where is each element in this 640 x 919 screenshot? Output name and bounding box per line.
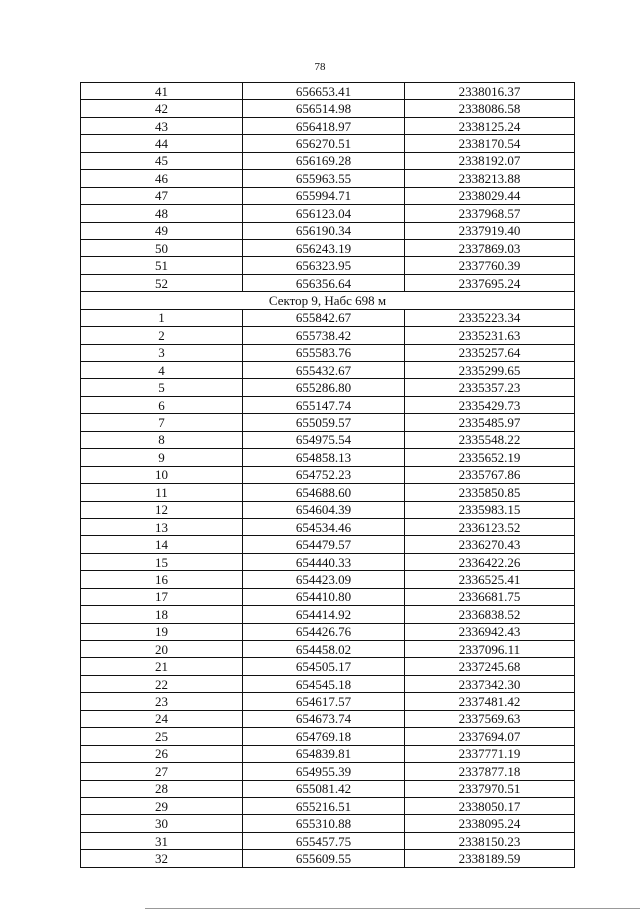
x-coordinate-cell: 654426.76 <box>243 623 405 640</box>
table-row <box>81 431 575 448</box>
rows-after-group <box>81 309 575 867</box>
point-number-cell: 14 <box>81 536 243 553</box>
point-number-cell: 13 <box>81 518 243 535</box>
y-coordinate-cell: 2338029.44 <box>405 187 575 204</box>
x-coordinate-cell: 656123.04 <box>243 205 405 222</box>
table-row <box>81 257 575 274</box>
point-number-cell: 19 <box>81 623 243 640</box>
point-number-cell: 3 <box>81 344 243 361</box>
y-coordinate-cell: 2338095.24 <box>405 815 575 832</box>
x-coordinate-cell: 655216.51 <box>243 797 405 814</box>
point-number-cell: 22 <box>81 675 243 692</box>
point-number-cell: 7 <box>81 414 243 431</box>
x-coordinate-cell: 655738.42 <box>243 327 405 344</box>
x-coordinate-cell: 654617.57 <box>243 693 405 710</box>
table-row <box>81 379 575 396</box>
x-coordinate-cell: 654955.39 <box>243 763 405 780</box>
x-coordinate-cell: 654440.33 <box>243 553 405 570</box>
y-coordinate-cell: 2336422.26 <box>405 553 575 570</box>
y-coordinate-cell: 2338170.54 <box>405 135 575 152</box>
point-number-cell: 30 <box>81 815 243 832</box>
x-coordinate-cell: 654673.74 <box>243 710 405 727</box>
table-row <box>81 606 575 623</box>
point-number-cell: 27 <box>81 763 243 780</box>
table-row <box>81 484 575 501</box>
table-row <box>81 362 575 379</box>
x-coordinate-cell: 654410.80 <box>243 588 405 605</box>
x-coordinate-cell: 656323.95 <box>243 257 405 274</box>
point-number-cell: 45 <box>81 152 243 169</box>
table-row <box>81 170 575 187</box>
table-row <box>81 693 575 710</box>
y-coordinate-cell: 2337245.68 <box>405 658 575 675</box>
point-number-cell: 2 <box>81 327 243 344</box>
y-coordinate-cell: 2336681.75 <box>405 588 575 605</box>
table-row <box>81 780 575 797</box>
section-heading-row <box>81 292 575 309</box>
y-coordinate-cell: 2335223.34 <box>405 309 575 326</box>
x-coordinate-cell: 655432.67 <box>243 362 405 379</box>
point-number-cell: 17 <box>81 588 243 605</box>
x-coordinate-cell: 654534.46 <box>243 518 405 535</box>
y-coordinate-cell: 2337869.03 <box>405 239 575 256</box>
x-coordinate-cell: 656514.98 <box>243 100 405 117</box>
table-row <box>81 117 575 134</box>
table-row <box>81 728 575 745</box>
y-coordinate-cell: 2338125.24 <box>405 117 575 134</box>
x-coordinate-cell: 656243.19 <box>243 239 405 256</box>
y-coordinate-cell: 2337877.18 <box>405 763 575 780</box>
table-row <box>81 239 575 256</box>
x-coordinate-cell: 655994.71 <box>243 187 405 204</box>
x-coordinate-cell: 655286.80 <box>243 379 405 396</box>
x-coordinate-cell: 655583.76 <box>243 344 405 361</box>
x-coordinate-cell: 656356.64 <box>243 274 405 291</box>
coordinates-table <box>80 82 575 868</box>
y-coordinate-cell: 2337342.30 <box>405 675 575 692</box>
y-coordinate-cell: 2337968.57 <box>405 205 575 222</box>
point-number-cell: 20 <box>81 641 243 658</box>
table-row <box>81 344 575 361</box>
table-row <box>81 536 575 553</box>
table-row <box>81 449 575 466</box>
table-row <box>81 675 575 692</box>
y-coordinate-cell: 2337760.39 <box>405 257 575 274</box>
y-coordinate-cell: 2335548.22 <box>405 431 575 448</box>
y-coordinate-cell: 2335767.86 <box>405 466 575 483</box>
section-group <box>81 292 575 309</box>
x-coordinate-cell: 655310.88 <box>243 815 405 832</box>
point-number-cell: 46 <box>81 170 243 187</box>
x-coordinate-cell: 655963.55 <box>243 170 405 187</box>
x-coordinate-cell: 654545.18 <box>243 675 405 692</box>
point-number-cell: 23 <box>81 693 243 710</box>
table-row <box>81 327 575 344</box>
x-coordinate-cell: 654688.60 <box>243 484 405 501</box>
x-coordinate-cell: 654604.39 <box>243 501 405 518</box>
point-number-cell: 47 <box>81 187 243 204</box>
rows-before-group <box>81 83 575 292</box>
y-coordinate-cell: 2336123.52 <box>405 518 575 535</box>
point-number-cell: 50 <box>81 239 243 256</box>
x-coordinate-cell: 656653.41 <box>243 83 405 100</box>
y-coordinate-cell: 2336525.41 <box>405 571 575 588</box>
y-coordinate-cell: 2337771.19 <box>405 745 575 762</box>
x-coordinate-cell: 656190.34 <box>243 222 405 239</box>
table-row <box>81 797 575 814</box>
x-coordinate-cell: 654505.17 <box>243 658 405 675</box>
point-number-cell: 51 <box>81 257 243 274</box>
table-row <box>81 658 575 675</box>
x-coordinate-cell: 654839.81 <box>243 745 405 762</box>
point-number-cell: 18 <box>81 606 243 623</box>
table-row <box>81 815 575 832</box>
x-coordinate-cell: 654423.09 <box>243 571 405 588</box>
point-number-cell: 8 <box>81 431 243 448</box>
x-coordinate-cell: 655059.57 <box>243 414 405 431</box>
point-number-cell: 16 <box>81 571 243 588</box>
point-number-cell: 9 <box>81 449 243 466</box>
table-row <box>81 501 575 518</box>
y-coordinate-cell: 2338086.58 <box>405 100 575 117</box>
y-coordinate-cell: 2338213.88 <box>405 170 575 187</box>
x-coordinate-cell: 656169.28 <box>243 152 405 169</box>
y-coordinate-cell: 2338189.59 <box>405 850 575 867</box>
table-row <box>81 309 575 326</box>
point-number-cell: 26 <box>81 745 243 762</box>
point-number-cell: 48 <box>81 205 243 222</box>
x-coordinate-cell: 654975.54 <box>243 431 405 448</box>
point-number-cell: 6 <box>81 396 243 413</box>
table-row <box>81 100 575 117</box>
y-coordinate-cell: 2337096.11 <box>405 641 575 658</box>
x-coordinate-cell: 656418.97 <box>243 117 405 134</box>
point-number-cell: 25 <box>81 728 243 745</box>
table-row <box>81 745 575 762</box>
point-number-cell: 10 <box>81 466 243 483</box>
y-coordinate-cell: 2336270.43 <box>405 536 575 553</box>
y-coordinate-cell: 2337695.24 <box>405 274 575 291</box>
section-heading: Сектор 9, Набс 698 м <box>81 292 575 309</box>
point-number-cell: 24 <box>81 710 243 727</box>
y-coordinate-cell: 2335652.19 <box>405 449 575 466</box>
table-row <box>81 710 575 727</box>
table-row <box>81 222 575 239</box>
table-row <box>81 518 575 535</box>
x-coordinate-cell: 654769.18 <box>243 728 405 745</box>
table-row <box>81 274 575 291</box>
y-coordinate-cell: 2338192.07 <box>405 152 575 169</box>
point-number-cell: 21 <box>81 658 243 675</box>
page-number: 78 <box>314 61 326 73</box>
x-coordinate-cell: 654752.23 <box>243 466 405 483</box>
table-row <box>81 850 575 867</box>
y-coordinate-cell: 2335299.65 <box>405 362 575 379</box>
table-row <box>81 205 575 222</box>
x-coordinate-cell: 654858.13 <box>243 449 405 466</box>
y-coordinate-cell: 2338050.17 <box>405 797 575 814</box>
table-row <box>81 641 575 658</box>
x-coordinate-cell: 654458.02 <box>243 641 405 658</box>
x-coordinate-cell: 654414.92 <box>243 606 405 623</box>
table-row <box>81 832 575 849</box>
y-coordinate-cell: 2335429.73 <box>405 396 575 413</box>
point-number-cell: 31 <box>81 832 243 849</box>
y-coordinate-cell: 2335231.63 <box>405 327 575 344</box>
y-coordinate-cell: 2335357.23 <box>405 379 575 396</box>
y-coordinate-cell: 2335257.64 <box>405 344 575 361</box>
table-row <box>81 152 575 169</box>
point-number-cell: 11 <box>81 484 243 501</box>
point-number-cell: 28 <box>81 780 243 797</box>
point-number-cell: 32 <box>81 850 243 867</box>
point-number-cell: 29 <box>81 797 243 814</box>
y-coordinate-cell: 2337970.51 <box>405 780 575 797</box>
y-coordinate-cell: 2336838.52 <box>405 606 575 623</box>
y-coordinate-cell: 2335850.85 <box>405 484 575 501</box>
point-number-cell: 44 <box>81 135 243 152</box>
table-row <box>81 466 575 483</box>
table-row <box>81 763 575 780</box>
point-number-cell: 12 <box>81 501 243 518</box>
y-coordinate-cell: 2335485.97 <box>405 414 575 431</box>
x-coordinate-cell: 655609.55 <box>243 850 405 867</box>
x-coordinate-cell: 655842.67 <box>243 309 405 326</box>
table-row <box>81 571 575 588</box>
y-coordinate-cell: 2337919.40 <box>405 222 575 239</box>
x-coordinate-cell: 655457.75 <box>243 832 405 849</box>
table-row <box>81 588 575 605</box>
table-row <box>81 553 575 570</box>
point-number-cell: 42 <box>81 100 243 117</box>
point-number-cell: 41 <box>81 83 243 100</box>
y-coordinate-cell: 2335983.15 <box>405 501 575 518</box>
table-row <box>81 187 575 204</box>
point-number-cell: 43 <box>81 117 243 134</box>
point-number-cell: 4 <box>81 362 243 379</box>
point-number-cell: 15 <box>81 553 243 570</box>
scan-edge-line <box>145 908 640 909</box>
x-coordinate-cell: 654479.57 <box>243 536 405 553</box>
table-row <box>81 396 575 413</box>
point-number-cell: 49 <box>81 222 243 239</box>
y-coordinate-cell: 2337481.42 <box>405 693 575 710</box>
y-coordinate-cell: 2337569.63 <box>405 710 575 727</box>
y-coordinate-cell: 2336942.43 <box>405 623 575 640</box>
x-coordinate-cell: 656270.51 <box>243 135 405 152</box>
table-row <box>81 135 575 152</box>
point-number-cell: 5 <box>81 379 243 396</box>
y-coordinate-cell: 2338016.37 <box>405 83 575 100</box>
y-coordinate-cell: 2338150.23 <box>405 832 575 849</box>
table-row <box>81 414 575 431</box>
table-row <box>81 623 575 640</box>
y-coordinate-cell: 2337694.07 <box>405 728 575 745</box>
x-coordinate-cell: 655147.74 <box>243 396 405 413</box>
x-coordinate-cell: 655081.42 <box>243 780 405 797</box>
point-number-cell: 52 <box>81 274 243 291</box>
point-number-cell: 1 <box>81 309 243 326</box>
table-row <box>81 83 575 100</box>
